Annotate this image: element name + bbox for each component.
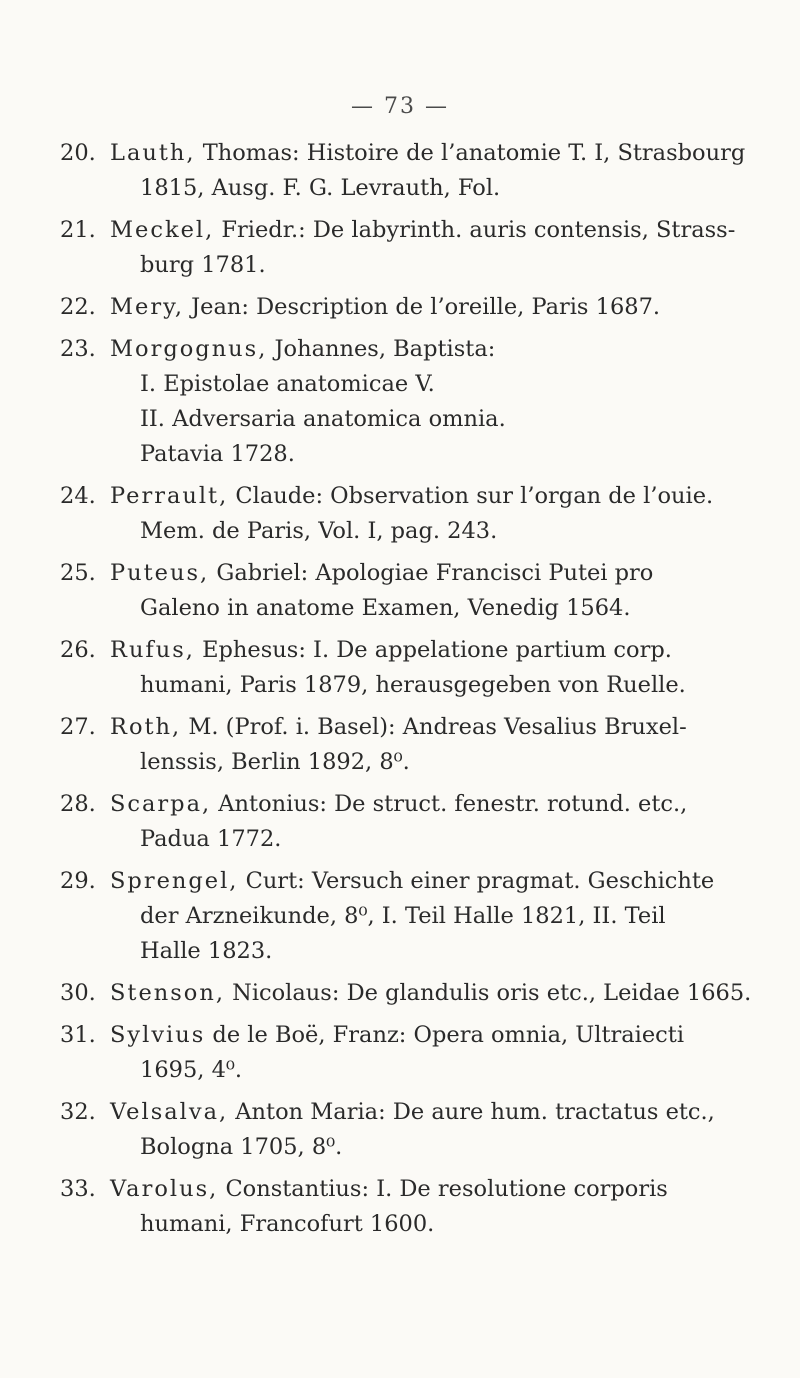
reference-text: Galeno in anatome Examen, Venedig 1564. (140, 595, 631, 621)
reference-text: lenssis, Berlin 1892, 8⁰. (140, 749, 410, 775)
reference-text: der Arzneikunde, 8⁰, I. Teil Halle 1821, II. Teil (140, 903, 666, 929)
reference-author: Meckel, (110, 217, 215, 243)
reference-line (110, 1018, 780, 1053)
reference-line (110, 745, 780, 780)
reference-number: 30. (60, 980, 96, 1006)
reference-author: Puteus, (110, 560, 210, 586)
reference-author: Morgognus, (110, 336, 268, 362)
reference-number: 31. (60, 1022, 96, 1048)
reference-line (110, 899, 780, 934)
reference-entry (60, 1018, 780, 1088)
reference-number: 32. (60, 1099, 96, 1125)
reference-entry (60, 1172, 780, 1242)
reference-number: 28. (60, 791, 96, 817)
reference-text: humani, Paris 1879, herausgegeben von Ruelle. (140, 672, 686, 698)
reference-line (110, 976, 780, 1011)
reference-line (110, 787, 780, 822)
reference-text: Thomas: Histoire de l’anatomie T. I, Strasbourg (195, 140, 746, 166)
reference-line (110, 710, 780, 745)
reference-text: Constantius: I. De resolutione corporis (218, 1176, 668, 1202)
reference-text: Halle 1823. (140, 938, 273, 964)
reference-line (110, 367, 780, 402)
reference-text: Antonius: De struct. fenestr. rotund. etc., (211, 791, 688, 817)
reference-entry (60, 479, 780, 549)
reference-line (110, 668, 780, 703)
reference-number: 20. (60, 140, 96, 166)
reference-number: 26. (60, 637, 96, 663)
reference-text: Anton Maria: De aure hum. tractatus etc., (228, 1099, 715, 1125)
reference-text: Friedr.: De labyrinth. auris contensis, Strass- (214, 217, 736, 243)
reference-text: de le Boë, Franz: Opera omnia, Ultraiecti (205, 1022, 685, 1048)
reference-number: 23. (60, 336, 96, 362)
reference-author: Sprengel, (110, 868, 239, 894)
reference-line (110, 1095, 780, 1130)
reference-line (110, 633, 780, 668)
reference-number: 27. (60, 714, 96, 740)
reference-author: Sylvius (110, 1022, 206, 1048)
reference-text: 1695, 4⁰. (140, 1057, 243, 1083)
reference-entry (60, 633, 780, 703)
reference-author: Roth, (110, 714, 182, 740)
reference-list (60, 136, 780, 1249)
reference-number: 25. (60, 560, 96, 586)
reference-line (110, 437, 780, 472)
reference-author: Scarpa, (110, 791, 212, 817)
reference-line (110, 556, 780, 591)
reference-entry (60, 136, 780, 206)
reference-entry (60, 556, 780, 626)
reference-text: Padua 1772. (140, 826, 282, 852)
reference-author: Stenson, (110, 980, 225, 1006)
reference-line (110, 332, 780, 367)
reference-line (110, 822, 780, 857)
reference-number: 22. (60, 294, 96, 320)
reference-author: Rufus, (110, 637, 195, 663)
reference-line (110, 1172, 780, 1207)
reference-line (110, 864, 780, 899)
reference-line (110, 934, 780, 969)
reference-text: humani, Francofurt 1600. (140, 1211, 435, 1237)
reference-line (110, 171, 780, 206)
reference-entry (60, 710, 780, 780)
reference-entry (60, 787, 780, 857)
reference-author: Mery, (110, 294, 184, 320)
reference-text: Curt: Versuch einer pragmat. Geschichte (238, 868, 715, 894)
reference-line (110, 479, 780, 514)
reference-text: II. Adversaria anatomica omnia. (140, 406, 506, 432)
reference-text: Johannes, Baptista: (267, 336, 496, 362)
reference-text: Claude: Observation sur l’organ de l’ouie. (228, 483, 714, 509)
reference-line (110, 402, 780, 437)
reference-text: Gabriel: Apologiae Francisci Putei pro (209, 560, 654, 586)
reference-number: 21. (60, 217, 96, 243)
reference-entry (60, 332, 780, 472)
reference-number: 29. (60, 868, 96, 894)
reference-line (110, 1207, 780, 1242)
reference-text: I. Epistolae anatomicae V. (140, 371, 435, 397)
reference-text: 1815, Ausg. F. G. Levrauth, Fol. (140, 175, 501, 201)
reference-line (110, 213, 780, 248)
reference-line (110, 1053, 780, 1088)
reference-line (110, 290, 780, 325)
reference-number: 24. (60, 483, 96, 509)
reference-text: M. (Prof. i. Basel): Andreas Vesalius Bruxel- (181, 714, 687, 740)
reference-text: Patavia 1728. (140, 441, 295, 467)
reference-entry (60, 290, 780, 325)
reference-entry (60, 1095, 780, 1165)
reference-author: Perrault, (110, 483, 229, 509)
reference-line (110, 1130, 780, 1165)
reference-text: Mem. de Paris, Vol. I, pag. 243. (140, 518, 498, 544)
reference-number: 33. (60, 1176, 96, 1202)
reference-text: Jean: Description de l’oreille, Paris 1687. (183, 294, 661, 320)
reference-line (110, 136, 780, 171)
reference-entry (60, 213, 780, 283)
reference-text: Nicolaus: De glandulis oris etc., Leidae 1665. (225, 980, 752, 1006)
reference-text: burg 1781. (140, 252, 266, 278)
reference-author: Lauth, (110, 140, 196, 166)
reference-line (110, 514, 780, 549)
reference-author: Velsalva, (110, 1099, 229, 1125)
reference-entry (60, 976, 780, 1011)
reference-line (110, 248, 780, 283)
reference-author: Varolus, (110, 1176, 219, 1202)
page-number: — 73 — (351, 94, 449, 119)
reference-text: Bologna 1705, 8⁰. (140, 1134, 343, 1160)
reference-text: Ephesus: I. De appelatione partium corp. (194, 637, 672, 663)
reference-entry (60, 864, 780, 969)
reference-line (110, 591, 780, 626)
